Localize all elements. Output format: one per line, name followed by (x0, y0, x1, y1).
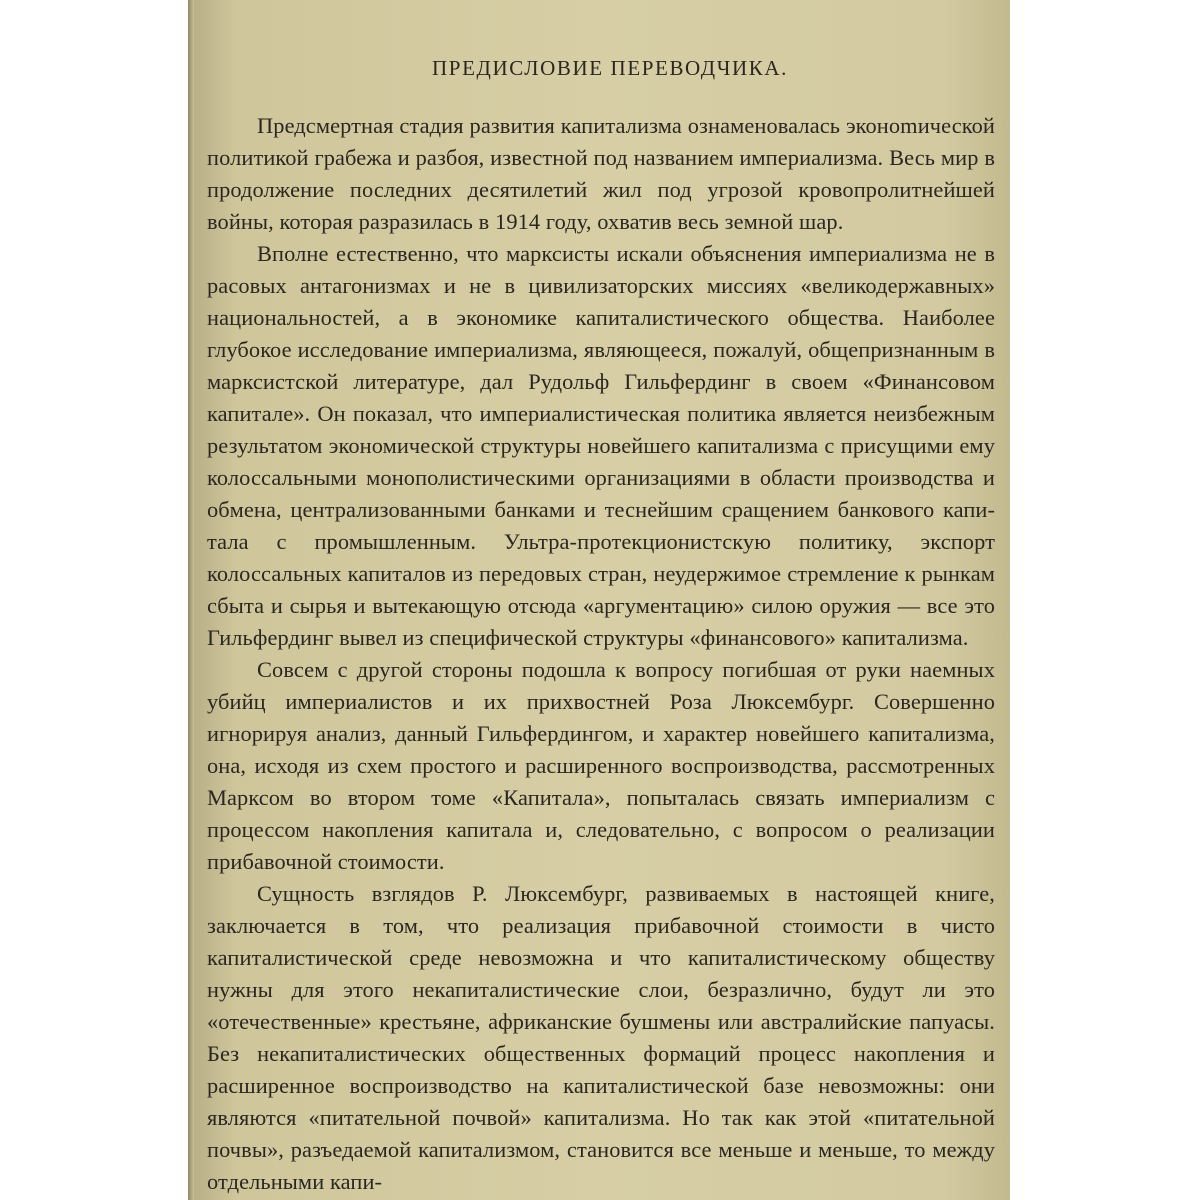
page-text-block (207, 52, 995, 1198)
scanned-page (188, 0, 1010, 1200)
paragraph: Вполне естественно, что марксисты искали объяснения империализма не в расовых антагонизмах и не в цивилизаторских миссиях «великодержавных» национальностей, а в экономике капиталистического общества. Наиболее глубокое исследование империализма, являющееся, пожалуй, общепризнанным в марксистской литературе, дал Рудольф Гильфердинг в своем «Финансовом капитале». Он показал, что империалистическая политика является неизбежным результатом экономической структуры новейшего капитализма с присущими ему колоссальными монополистическими организациями в области производства и обмена, централизованными банками и теснейшим сращением банкового капитала с промышленным. Ультра-протекционистскую политику, экспорт колоссальных капиталов из передовых стран, неудержимое стремление к рынкам сбыта и сырья и вытекающую отсюда «аргументацию» силою оружия — все это Гильфердинг вывел из специфической структуры «финансового» капитализма. (207, 241, 995, 650)
paragraph: Предсмертная стадия развития капитализма ознаменовалась эконоmической политикой грабежа и разбоя, известной под названием империализма. Весь мир в продолжение последних десятилетий жил под угрозой кровопролитнейшей войны, которая разразилась в 1914 году, охватив весь земной шар. (207, 113, 995, 234)
paragraph: Совсем с другой стороны подошла к вопросу погибшая от руки наемных убийц империалистов и их прихвостней Роза Люксембург. Совершенно игнорируя анализ, данный Гильфердингом, и характер новейшего капитализма, она, исходя из схем простого и расширенного воспроизводства, рассмотренных Марксом во втором томе «Капитала», попыталась связать империализм с процессом накопления капитала и, следовательно, с вопросом о реализации прибавочной стоимости. (207, 657, 995, 874)
paragraph: Сущность взглядов Р. Люксембург, развиваемых в настоящей книге, заключается в том, что реализация прибавочной стоимости в чисто капиталистической среде невозможна и что капиталистическому обществу нужны для этого некапиталистические слои, безразлично, будут ли это «отечественные» крестьяне, африканские бушмены или австралийские папуасы. Без некапиталистических общественных формаций процесс накопления и расширенное воспроизводство на капиталистической базе невозможны: они являются «питательной почвой» капитализма. Но так как этой «питательной почвы», разъедаемой капитализмом, становится все меньше и меньше, то между отдельными капи- (207, 881, 995, 1194)
page-binding-edge (188, 0, 194, 1200)
page-title: ПРЕДИСЛОВИЕ ПЕРЕВОДЧИКА. (432, 56, 788, 80)
